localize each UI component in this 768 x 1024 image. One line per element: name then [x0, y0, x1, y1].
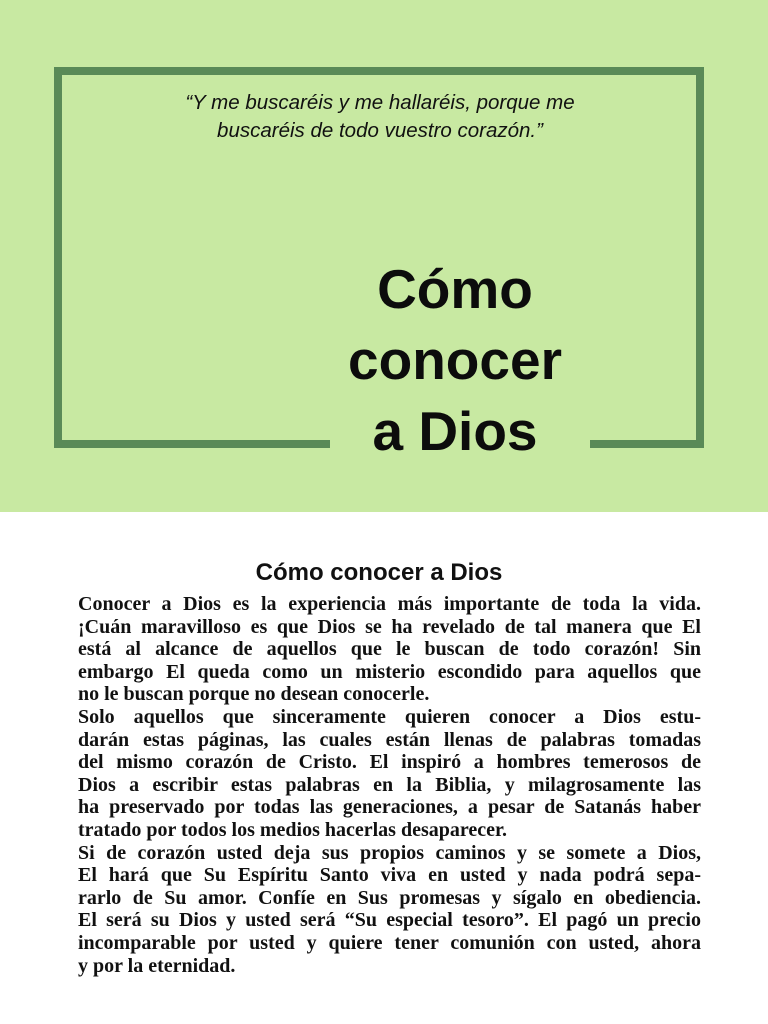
text-line: ¡Cuán maravilloso es que Dios se ha revelado de tal manera que El: [78, 615, 701, 638]
article-title: Cómo conocer a Dios: [255, 559, 503, 586]
cover-title: [310, 254, 600, 467]
text-line: rarlo de Su amor. Confíe en Sus promesas y sígalo en obediencia.: [78, 886, 701, 909]
paragraph: [57, 593, 701, 706]
text-line: no le buscan porque no desean conocerle.: [78, 683, 430, 706]
paragraph: [57, 842, 701, 978]
article-body: [57, 593, 701, 977]
cover-title-line: Cómo: [377, 258, 533, 320]
text-line: Si de corazón usted deja sus propios caminos y se somete a Dios,: [78, 841, 701, 864]
quote-line: “Y me buscaréis y me hallaréis, porque me: [185, 91, 575, 114]
cover-title-line: a Dios: [372, 400, 538, 462]
cover-quote: [100, 89, 660, 145]
text-line: Conocer a Dios es la experiencia más importante de toda la vida.: [78, 593, 701, 615]
paragraph: [57, 706, 701, 842]
text-line: El hará que Su Espíritu Santo viva en usted y nada podrá sepa-: [78, 864, 701, 887]
text-line: Solo aquellos que sinceramente quieren conocer a Dios estu-: [78, 705, 701, 728]
quote-line: buscaréis de todo vuestro corazón.”: [217, 119, 543, 142]
text-line: tratado por todos los medios hacerlas desaparecer.: [78, 818, 508, 841]
text-line: ha preservado por todas las generaciones, a pesar de Satanás haber: [78, 796, 701, 819]
text-line: del mismo corazón de Cristo. El inspiró a hombres temerosos de: [78, 751, 701, 774]
text-line: y por la eternidad.: [78, 954, 236, 977]
text-line: Dios a escribir estas palabras en la Biblia, y milagrosamente las: [78, 773, 701, 796]
text-line: embargo El queda como un misterio escondido para aquellos que: [78, 660, 701, 683]
text-line: está al alcance de aquellos que le buscan de todo corazón! Sin: [78, 638, 701, 661]
text-line: incomparable por usted y quiere tener comunión con usted, ahora: [78, 931, 701, 954]
cover-title-line: conocer: [348, 329, 562, 391]
text-line: darán estas páginas, las cuales están llenas de palabras tomadas: [78, 728, 701, 751]
text-line: El será su Dios y usted será “Su especial tesoro”. El pagó un precio: [78, 909, 701, 932]
